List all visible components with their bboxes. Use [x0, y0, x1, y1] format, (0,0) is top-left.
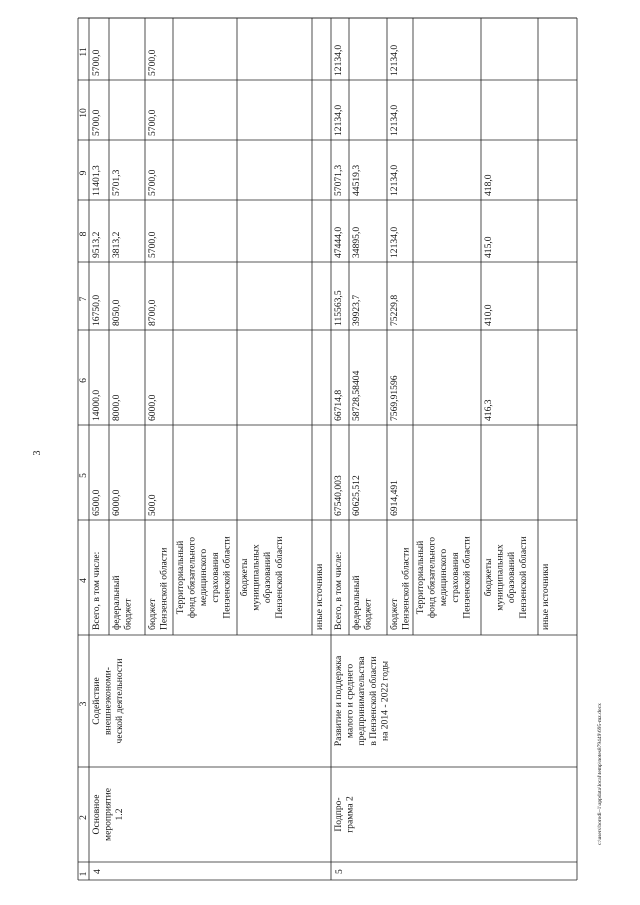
funding-source-label: Пензенской области: [400, 547, 412, 630]
row-name: 1.2: [114, 808, 126, 821]
row-description: ческой деятельности: [114, 658, 126, 744]
column-number: 3: [78, 701, 89, 707]
funding-source-label: бюджеты: [239, 558, 250, 597]
page-number: 3: [32, 450, 43, 456]
funding-value: 410,0: [483, 304, 494, 326]
funding-source-label: муниципальных: [494, 544, 506, 611]
funding-value: 44519,3: [351, 164, 362, 196]
column-number: 6: [78, 378, 89, 383]
column-number: 7: [78, 296, 89, 302]
row-name: Основное: [91, 794, 102, 835]
funding-value: 418,0: [483, 174, 494, 196]
row-number: 4: [92, 869, 103, 874]
funding-source-label: муниципальных: [250, 544, 262, 611]
funding-source-label: бюджет: [147, 598, 158, 630]
funding-source-label: образований: [506, 551, 518, 604]
funding-source-label: Пензенской области: [158, 547, 170, 630]
funding-source-label: фонд обязательного: [186, 536, 198, 619]
funding-value: 5700,0: [147, 49, 158, 76]
column-number: 5: [78, 473, 89, 478]
funding-value: 7569,91596: [389, 375, 400, 421]
funding-source-label: Пензенской области: [517, 536, 529, 619]
funding-value: 6500,0: [91, 489, 102, 516]
funding-source-label: страхования: [449, 552, 461, 603]
funding-source-label: образований: [262, 551, 274, 604]
funding-value: 5700,0: [147, 109, 158, 136]
row-description: на 2014 - 2022 годы: [379, 660, 391, 742]
funding-value: 12134,0: [389, 44, 400, 76]
funding-source-label: Пензенской области: [461, 536, 473, 619]
funding-value: 47444,0: [333, 226, 344, 258]
funding-value: 39923,7: [351, 294, 362, 326]
funding-value: 415,0: [483, 236, 494, 258]
funding-source-label: Всего, в том числе:: [333, 551, 344, 630]
column-number: 9: [78, 170, 89, 176]
row-description: внешнеэкономи-: [102, 667, 114, 735]
funding-source-label: иные источники: [314, 563, 325, 630]
funding-source-label: бюджет: [122, 598, 134, 630]
funding-value: 5700,0: [147, 231, 158, 258]
funding-source-label: фонд обязательного: [426, 536, 438, 619]
funding-source-label: страхования: [209, 552, 221, 603]
funding-source-label: Территориальный: [415, 540, 426, 615]
footer-file-path: c:\users\borodi~1\appdata\local\temp\notes879449\695-mz.docx: [597, 703, 603, 845]
funding-value: 5701,3: [111, 169, 122, 196]
funding-value: 14000,0: [91, 389, 102, 421]
funding-value: 12134,0: [333, 44, 344, 76]
funding-value: 5700,0: [91, 49, 102, 76]
funding-value: 9513,2: [91, 231, 102, 258]
column-number: 4: [78, 578, 89, 583]
funding-value: 5700,0: [147, 169, 158, 196]
row-name: грамма 2: [344, 796, 356, 833]
funding-value: 57071,3: [333, 164, 344, 196]
funding-source-label: Территориальный: [175, 540, 186, 615]
funding-value: 67540,003: [333, 475, 344, 516]
funding-value: 8050,0: [111, 299, 122, 326]
funding-value: 6914,491: [389, 480, 400, 516]
funding-value: 58728,58404: [351, 370, 362, 421]
column-number: 10: [78, 108, 89, 118]
funding-source-label: бюджет: [362, 598, 374, 630]
row-description: предпринимательства: [356, 656, 368, 746]
funding-value: 500,0: [147, 494, 158, 516]
funding-value: 16750,0: [91, 294, 102, 326]
funding-value: 6000,0: [111, 489, 122, 516]
row-description: малого и среднего: [344, 663, 356, 739]
funding-source-label: Пензенской области: [221, 536, 233, 619]
column-number: 8: [78, 231, 89, 237]
funding-value: 8000,0: [111, 394, 122, 421]
funding-value: 3813,2: [111, 231, 122, 258]
row-name: Подпро-: [333, 797, 344, 832]
funding-source-label: Пензенской области: [273, 536, 285, 619]
funding-value: 34895,0: [351, 226, 362, 258]
row-name: мероприятие: [102, 788, 114, 841]
funding-source-label: медицинского: [198, 548, 210, 607]
funding-source-label: иные источники: [540, 563, 551, 630]
row-description: Содействие: [91, 677, 102, 725]
row-number: 5: [334, 869, 345, 874]
funding-value: 8700,0: [147, 299, 158, 326]
funding-value: 66714,8: [333, 389, 344, 421]
funding-source-label: медицинского: [438, 548, 450, 607]
column-number: 2: [78, 815, 89, 820]
funding-source-label: федеральный: [351, 575, 362, 630]
funding-value: 416,3: [483, 399, 494, 421]
funding-value: 5700,0: [91, 109, 102, 136]
funding-value: 12134,0: [389, 226, 400, 258]
funding-source-label: федеральный: [111, 575, 122, 630]
column-number: 1: [78, 871, 89, 877]
budget-table: [78, 18, 577, 880]
column-number: 11: [78, 47, 89, 57]
funding-source-label: Всего, в том числе:: [91, 551, 102, 630]
funding-source-label: бюджеты: [483, 558, 494, 597]
funding-value: 75229,8: [389, 294, 400, 326]
funding-value: 12134,0: [389, 164, 400, 196]
row-description: в Пензенской области: [367, 656, 379, 746]
funding-value: 12134,0: [333, 104, 344, 136]
funding-value: 12134,0: [389, 104, 400, 136]
row-description: Развитие и поддержка: [333, 655, 344, 747]
funding-value: 115563,5: [333, 290, 344, 326]
funding-value: 11401,3: [91, 165, 102, 196]
funding-value: 6000,0: [147, 394, 158, 421]
funding-value: 60625,512: [351, 475, 362, 516]
funding-source-label: бюджет: [389, 598, 400, 630]
